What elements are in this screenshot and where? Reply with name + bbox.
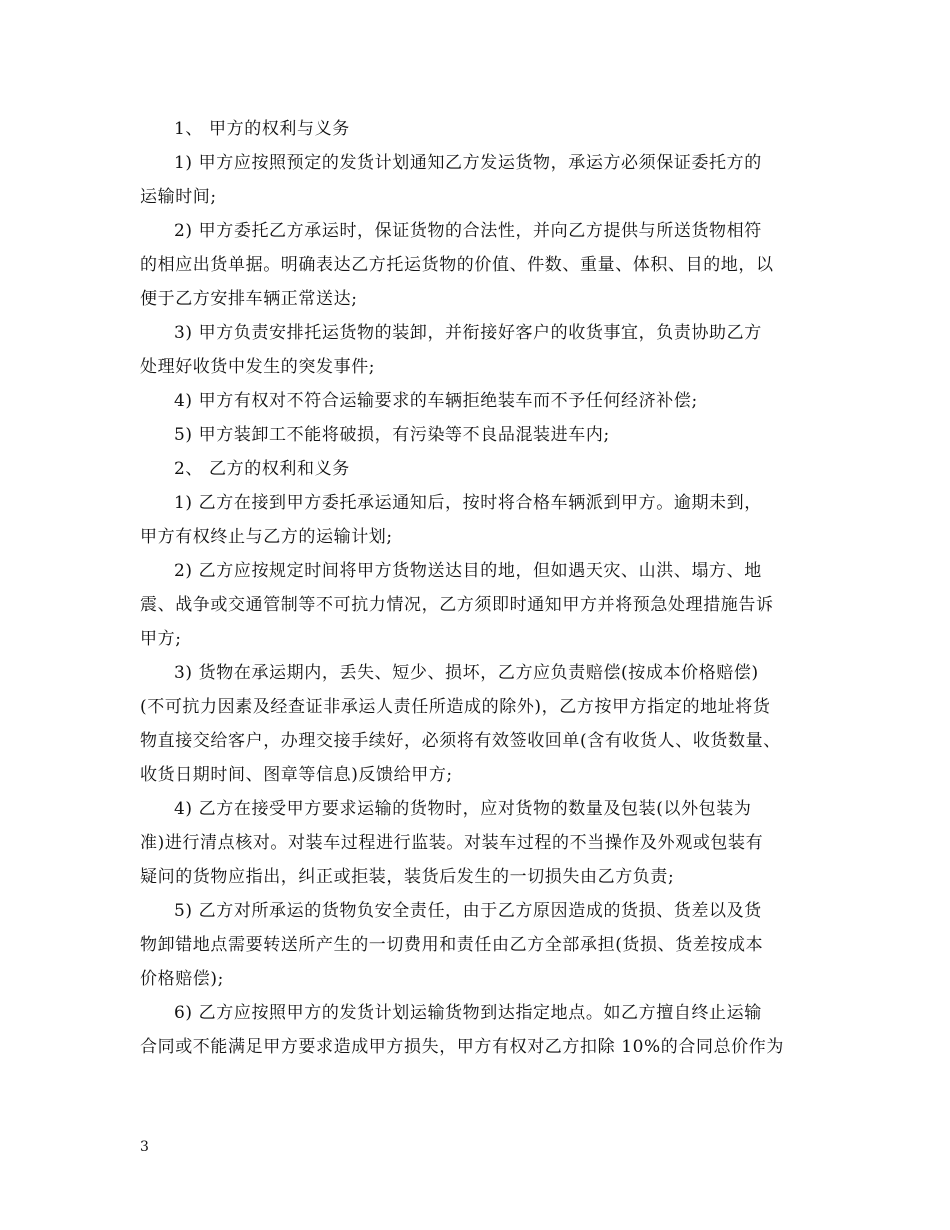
paragraph-line: 运输时间; [140, 187, 217, 207]
paragraph-line: 2) 乙方应按规定时间将甲方货物送达目的地，但如遇天灾、山洪、塌方、地 [174, 561, 762, 581]
paragraph-line: 的相应出货单据。明确表达乙方托运货物的价值、件数、重量、体积、目的地，以 [140, 255, 774, 275]
section-heading: 1、 甲方的权利与义务 [174, 119, 350, 139]
paragraph-line: 4) 乙方在接受甲方要求运输的货物时，应对货物的数量及包装(以外包装为 [174, 799, 752, 819]
paragraph-line: 合同或不能满足甲方要求造成甲方损失，甲方有权对乙方扣除 10%的合同总价作为 [140, 1037, 784, 1057]
paragraph-line: 收货日期时间、图章等信息)反馈给甲方; [140, 765, 453, 785]
paragraph-line: 1) 乙方在接到甲方委托承运通知后，按时将合格车辆派到甲方。逾期未到， [174, 493, 762, 513]
paragraph-line: 便于乙方安排车辆正常送达; [140, 289, 358, 309]
paragraph-line: 6) 乙方应按照甲方的发货计划运输货物到达指定地点。如乙方擅自终止运输 [174, 1003, 762, 1023]
paragraph-line: 5) 甲方装卸工不能将破损，有污染等不良品混装进车内; [174, 425, 610, 445]
section-heading: 2、 乙方的权利和义务 [174, 459, 350, 479]
paragraph-line: 震、战争或交通管制等不可抗力情况，乙方须即时通知甲方并将预急处理措施告诉 [140, 595, 774, 615]
paragraph-line: 2) 甲方委托乙方承运时，保证货物的合法性，并向乙方提供与所送货物相符 [174, 221, 762, 241]
paragraph-line: 1) 甲方应按照预定的发货计划通知乙方发运货物，承运方必须保证委托方的 [174, 153, 762, 173]
paragraph-line: 4) 甲方有权对不符合运输要求的车辆拒绝装车而不予任何经济补偿; [174, 391, 698, 411]
paragraph-line: 5) 乙方对所承运的货物负安全责任，由于乙方原因造成的货损、货差以及货 [174, 901, 762, 921]
paragraph-line: 价格赔偿); [140, 969, 224, 989]
paragraph-line: 处理好收货中发生的突发事件; [140, 357, 376, 377]
paragraph-line: 物卸错地点需要转送所产生的一切费用和责任由乙方全部承担(货损、货差按成本 [140, 935, 764, 955]
paragraph-line: 甲方有权终止与乙方的运输计划; [140, 527, 393, 547]
paragraph-line: (不可抗力因素及经查证非承运人责任所造成的除外)，乙方按甲方指定的地址将货 [140, 697, 771, 717]
paragraph-line: 准)进行清点核对。对装车过程进行监装。对装车过程的不当操作及外观或包装有 [140, 833, 764, 853]
paragraph-line: 物直接交给客户，办理交接手续好，必须将有效签收回单(含有收货人、收货数量、 [140, 731, 781, 751]
paragraph-line: 疑问的货物应指出，纠正或拒装，装货后发生的一切损失由乙方负责; [140, 867, 675, 887]
paragraph-line: 3) 甲方负责安排托运货物的装卸，并衔接好客户的收货事宜，负责协助乙方 [174, 323, 762, 343]
paragraph-line: 甲方; [140, 629, 182, 649]
page-number: 3 [140, 1139, 149, 1155]
paragraph-line: 3) 货物在承运期内，丢失、短少、损坏，乙方应负责赔偿(按成本价格赔偿) [174, 663, 759, 683]
